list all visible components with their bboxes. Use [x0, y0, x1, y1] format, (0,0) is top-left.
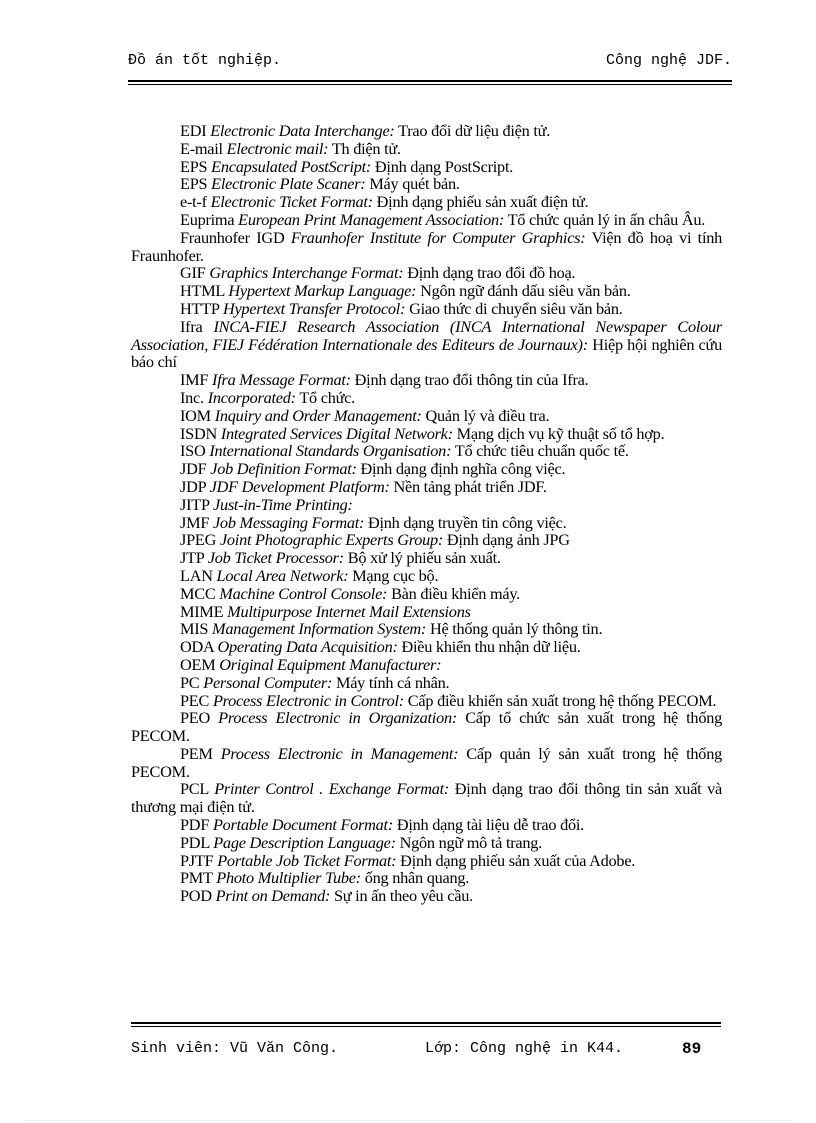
glossary-entry [131, 496, 722, 514]
entry-full-name: Machine Control Console: [219, 583, 388, 603]
glossary-entry [131, 460, 722, 478]
glossary-entry [131, 264, 722, 282]
entry-full-name: Multipurpose Internet Mail Extensions [227, 601, 471, 621]
glossary-entry [131, 638, 722, 656]
glossary-list [131, 122, 722, 905]
entry-description: Máy quét bản. [369, 174, 460, 194]
entry-full-name: Electronic Ticket Format: [210, 192, 373, 212]
glossary-entry [131, 692, 722, 710]
entry-abbreviation: JDP [180, 476, 206, 496]
entry-abbreviation: JITP [180, 494, 210, 514]
glossary-entry [131, 140, 722, 158]
entry-description: Định dạng PostScript. [374, 156, 514, 176]
glossary-entry [131, 442, 722, 460]
glossary-entry [131, 229, 722, 265]
entry-full-name: Ifra Message Format: [212, 370, 351, 390]
glossary-entry [131, 869, 722, 887]
entry-description: Cấp điều khiển sản xuất trong hệ thống PECOM. [407, 690, 717, 710]
entry-abbreviation: JTP [180, 548, 204, 568]
footer-rule-thick [131, 1022, 721, 1024]
entry-abbreviation: MCC [180, 583, 216, 603]
glossary-entry [131, 531, 722, 549]
glossary-entry [131, 193, 722, 211]
entry-full-name: Hypertext Transfer Protocol: [222, 298, 406, 318]
glossary-entry [131, 620, 722, 638]
glossary-entry [131, 514, 722, 532]
entry-full-name: Portable Job Ticket Format: [217, 850, 397, 870]
entry-description: Định dạng phiếu sản xuất điện tử. [376, 192, 589, 212]
entry-abbreviation: PDL [180, 832, 210, 852]
entry-full-name: Photo Multiplier Tube: [216, 868, 361, 888]
entry-description: Nền tảng phát triển JDF. [393, 476, 547, 496]
entry-abbreviation: PEM [180, 743, 213, 763]
entry-description: Tổ chức quản lý in ấn châu Âu. [507, 209, 706, 229]
entry-abbreviation: IOM [180, 405, 211, 425]
glossary-entry [131, 585, 722, 603]
entry-full-name: Personal Computer: [203, 672, 333, 692]
entry-description: Mạng dịch vụ kỹ thuật số tổ hợp. [456, 423, 665, 443]
entry-abbreviation: PEO [180, 708, 211, 728]
entry-abbreviation: EPS [180, 156, 208, 176]
entry-full-name: Encapsulated PostScript: [211, 156, 372, 176]
entry-full-name: Just-in-Time Printing: [212, 494, 353, 514]
entry-abbreviation: e-t-f [180, 192, 207, 212]
entry-abbreviation: JDF [180, 459, 207, 479]
entry-description: Hiệp hội nghiên cứu báo chí [131, 334, 722, 372]
entry-full-name: Process Electronic in Organization: [218, 708, 458, 728]
entry-abbreviation: PC [180, 672, 200, 692]
entry-description: Cấp tổ chức sản xuất trong hệ thống PECOM. [131, 708, 722, 746]
glossary-entry [131, 478, 722, 496]
entry-abbreviation: MIS [180, 619, 209, 639]
header-document-title: Đồ án tốt nghiệp. [128, 52, 282, 69]
entry-abbreviation: LAN [180, 565, 213, 585]
header-rule-thick [128, 80, 732, 82]
entry-full-name: Fraunhofer Institute for Computer Graphics: [290, 227, 586, 247]
entry-full-name: Hypertext Markup Language: [228, 281, 417, 301]
glossary-entry [131, 389, 722, 407]
entry-full-name: Original Equipment Manufacturer: [219, 654, 442, 674]
entry-description: Máy tính cá nhân. [335, 672, 450, 692]
entry-full-name: Joint Photographic Experts Group: [219, 530, 444, 550]
entry-abbreviation: EDI [180, 121, 207, 140]
entry-full-name: Electronic Plate Scaner: [211, 174, 366, 194]
entry-abbreviation: ISDN [180, 423, 217, 443]
entry-description: Tổ chức. [299, 387, 355, 407]
entry-abbreviation: PJTF [180, 850, 214, 870]
entry-full-name: Local Area Network: [216, 565, 349, 585]
entry-abbreviation: Euprima [180, 209, 235, 229]
entry-description: Định dạng ảnh JPG [446, 530, 570, 550]
header-topic: Công nghệ JDF. [605, 52, 732, 69]
entry-abbreviation: OEM [180, 654, 216, 674]
entry-full-name: Job Messaging Format: [212, 512, 365, 532]
entry-full-name: Graphics Interchange Format: [209, 263, 404, 283]
glossary-entry [131, 567, 722, 585]
entry-abbreviation: Fraunhofer IGD [180, 227, 285, 247]
entry-full-name: Electronic Data Interchange: [210, 121, 395, 140]
entry-description: ống nhân quang. [364, 868, 470, 888]
entry-abbreviation: Inc. [180, 387, 204, 407]
entry-description: Định dạng truyền tin công việc. [368, 512, 567, 532]
page-header [128, 52, 732, 69]
glossary-entry [131, 745, 722, 781]
glossary-entry [131, 282, 722, 300]
entry-abbreviation: PCL [180, 779, 209, 799]
entry-abbreviation: JPEG [180, 530, 217, 550]
entry-abbreviation: JMF [180, 512, 210, 532]
entry-full-name: Management Information System: [212, 619, 427, 639]
entry-full-name: Inquiry and Order Management: [214, 405, 422, 425]
glossary-entry [131, 674, 722, 692]
entry-abbreviation: Ifra [180, 316, 203, 336]
entry-full-name: Electronic mail: [226, 138, 329, 158]
entry-abbreviation: HTML [180, 281, 225, 301]
entry-description: Sự in ấn theo yêu cầu. [333, 886, 473, 906]
glossary-entry [131, 656, 722, 674]
glossary-entry [131, 887, 722, 905]
header-rule-thin [128, 84, 732, 85]
entry-full-name: Job Ticket Processor: [207, 548, 344, 568]
page-bottom-divider [24, 1120, 794, 1121]
entry-full-name: Process Electronic in Management: [220, 743, 459, 763]
entry-description: Định dạng định nghĩa công việc. [360, 459, 566, 479]
entry-full-name: JDF Development Platform: [209, 476, 390, 496]
page-number: 89 [682, 1040, 702, 1058]
entry-description: Viện đồ hoạ vi tính Fraunhofer. [131, 227, 722, 265]
entry-abbreviation: ISO [180, 441, 206, 461]
entry-description: Trao đổi dữ liệu điện tử. [398, 121, 551, 140]
glossary-entry [131, 318, 722, 371]
entry-abbreviation: MIME [180, 601, 224, 621]
entry-full-name: Integrated Services Digital Network: [220, 423, 453, 443]
entry-abbreviation: EPS [180, 174, 208, 194]
entry-full-name: INCA-FIEJ Research Association (INCA International Newspaper Colour Association, FIEJ Fédération Internationale des Editeurs de Journaux): [131, 316, 722, 354]
entry-abbreviation: ODA [180, 637, 214, 657]
entry-full-name: Job Definition Format: [210, 459, 357, 479]
glossary-entry [131, 175, 722, 193]
glossary-entry [131, 122, 722, 140]
entry-description: Giao thức di chuyển siêu văn bản. [409, 298, 623, 318]
footer-rule-thin [131, 1026, 721, 1027]
entry-description: Ngôn ngữ mô tả trang. [399, 832, 542, 852]
entry-abbreviation: PMT [180, 868, 213, 888]
glossary-entry [131, 158, 722, 176]
entry-description: Bộ xử lý phiếu sản xuất. [347, 548, 501, 568]
glossary-entry [131, 780, 722, 816]
entry-description: Hệ thống quản lý thông tin. [429, 619, 603, 639]
entry-description: Th điện tử. [331, 138, 401, 158]
glossary-entry [131, 603, 722, 621]
glossary-entry [131, 816, 722, 834]
entry-full-name: Operating Data Acquisition: [217, 637, 398, 657]
entry-full-name: Print on Demand: [215, 886, 331, 906]
footer-student: Sinh viên: Vũ Văn Công. [131, 1040, 339, 1057]
entry-description: Định dạng trao đổi thông tin của Ifra. [354, 370, 589, 390]
entry-description: Quản lý và điều tra. [425, 405, 550, 425]
entry-description: Định dạng tài liệu dễ trao đổi. [396, 815, 584, 835]
entry-full-name: European Print Management Association: [238, 209, 505, 229]
entry-description: Điều khiển thu nhận dữ liệu. [401, 637, 581, 657]
glossary-entry [131, 211, 722, 229]
entry-abbreviation: POD [180, 886, 212, 906]
entry-description: Định dạng trao đổi đồ hoạ. [407, 263, 576, 283]
glossary-entry [131, 425, 722, 443]
glossary-entry [131, 371, 722, 389]
entry-abbreviation: IMF [180, 370, 209, 390]
entry-abbreviation: GIF [180, 263, 206, 283]
entry-abbreviation: PEC [180, 690, 210, 710]
entry-full-name: Printer Control . Exchange Format: [214, 779, 450, 799]
glossary-entry [131, 709, 722, 745]
entry-description: Định dạng phiếu sản xuất của Adobe. [400, 850, 636, 870]
entry-full-name: Process Electronic in Control: [212, 690, 404, 710]
entry-full-name: Page Description Language: [213, 832, 396, 852]
entry-description: Ngôn ngữ đánh dấu siêu văn bản. [420, 281, 631, 301]
entry-full-name: Portable Document Format: [212, 815, 393, 835]
entry-description: Mạng cục bộ. [352, 565, 439, 585]
entry-description: Cấp quản lý sản xuất trong hệ thống PECOM. [131, 743, 722, 781]
footer-class: Lớp: Công nghệ in K44. [425, 1040, 624, 1057]
glossary-entry [131, 300, 722, 318]
glossary-entry [131, 852, 722, 870]
glossary-entry [131, 407, 722, 425]
glossary-entry [131, 549, 722, 567]
entry-abbreviation: HTTP [180, 298, 220, 318]
entry-full-name: Incorporated: [207, 387, 296, 407]
glossary-entry [131, 834, 722, 852]
entry-description: Tổ chức tiêu chuẩn quốc tế. [454, 441, 629, 461]
entry-abbreviation: PDF [180, 815, 210, 835]
entry-description: Định dạng trao đổi thông tin sản xuất và thương mại điện tử. [131, 779, 723, 817]
entry-full-name: International Standards Organisation: [209, 441, 452, 461]
entry-abbreviation: E-mail [180, 138, 223, 158]
entry-description: Bàn điều khiển máy. [391, 583, 520, 603]
